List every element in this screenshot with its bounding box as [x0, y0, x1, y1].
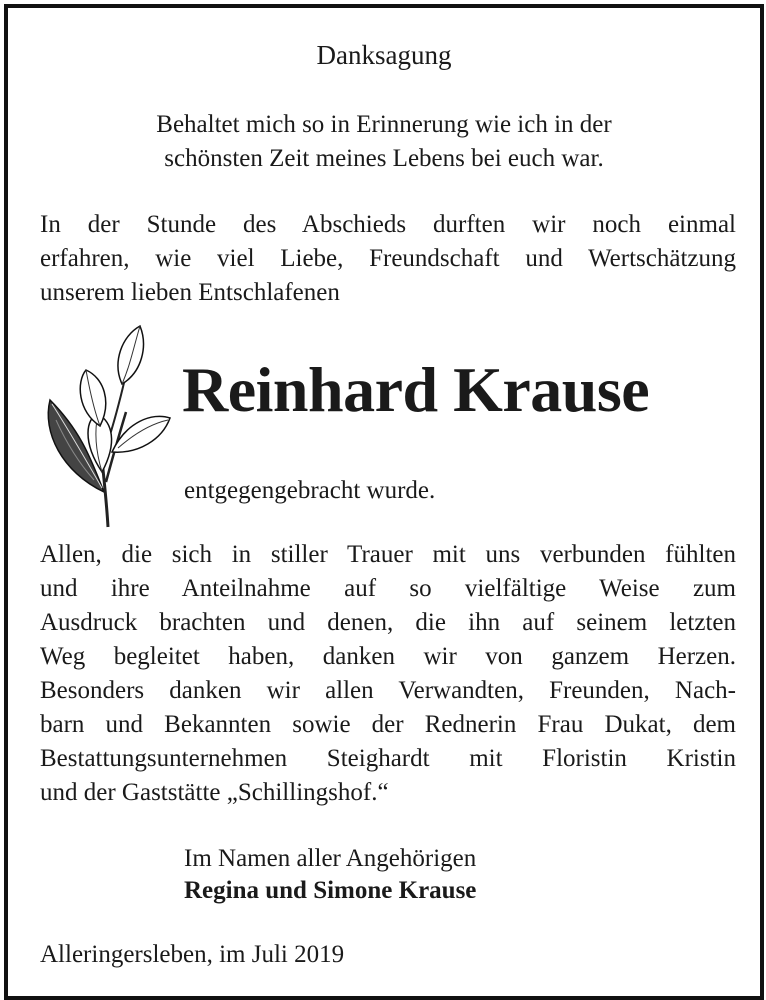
- signature-intro: Im Namen aller Angehörigen: [184, 845, 477, 872]
- intro-line: In der Stunde des Abschieds durften wir noch einmal: [40, 211, 736, 238]
- thanks-line: Besonders danken wir allen Verwandten, Freunden, Nach-: [40, 677, 736, 704]
- place-date: Alleringersleben, im Juli 2019: [40, 941, 345, 968]
- signatories: Regina und Simone Krause: [184, 877, 477, 904]
- intro-line: unserem lieben Entschlafenen: [40, 279, 340, 306]
- calla-lily-icon: [42, 322, 178, 532]
- notice-title: Danksagung: [316, 40, 452, 70]
- after-name-text: entgegengebracht wurde.: [184, 477, 436, 504]
- thanks-line: Allen, die sich in stiller Trauer mit uns verbunden fühlten: [40, 541, 736, 568]
- thanks-line: Bestattungsunternehmen Steighardt mit Floristin Kristin: [40, 745, 736, 772]
- intro-line: erfahren, wie viel Liebe, Freundschaft und Wertschätzung: [40, 245, 736, 272]
- motto-line: schönsten Zeit meines Lebens bei euch war.: [164, 145, 604, 172]
- thanks-line: barn und Bekannten sowie der Rednerin Frau Dukat, dem: [40, 711, 736, 738]
- intro-paragraph: [40, 208, 736, 310]
- deceased-name: Reinhard Krause: [182, 354, 650, 425]
- thanks-line: Ausdruck brachten und denen, die ihn auf seinem letzten: [40, 609, 736, 636]
- thanks-paragraph: [40, 538, 736, 810]
- motto-line: Behaltet mich so in Erinnerung wie ich in der: [156, 111, 612, 138]
- notice-frame: [4, 4, 764, 1000]
- thanks-line: und der Gaststätte „Schillingshof.“: [40, 779, 389, 806]
- thanks-line: Weg begleitet haben, danken wir von ganzem Herzen.: [40, 643, 736, 670]
- thanks-line: und ihre Anteilnahme auf so vielfältige Weise zum: [40, 575, 736, 602]
- motto: [8, 108, 760, 176]
